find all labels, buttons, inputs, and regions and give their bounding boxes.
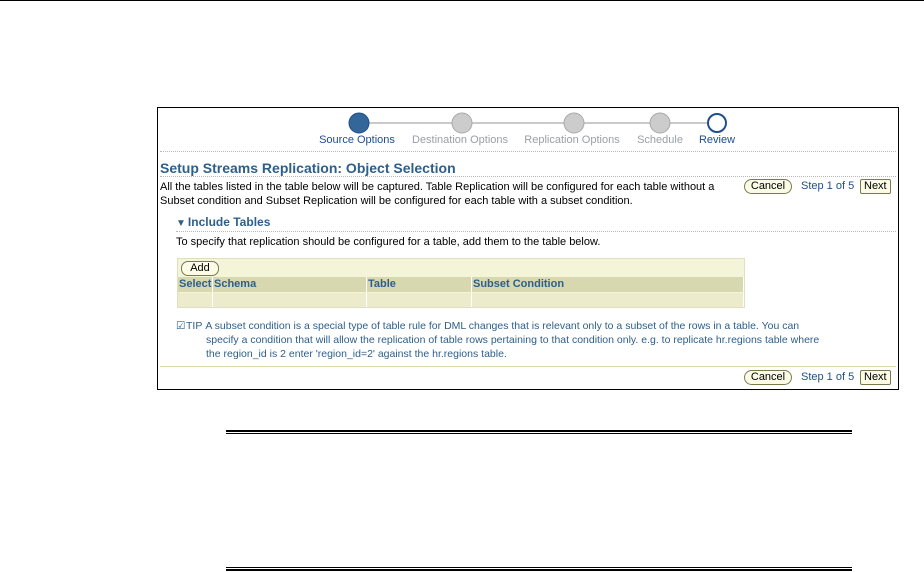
train-progress bbox=[158, 108, 898, 156]
train-divider bbox=[160, 151, 896, 152]
checkmark-icon: ☑ bbox=[176, 320, 186, 332]
step-label-schedule[interactable]: Schedule bbox=[637, 134, 683, 146]
col-header-select: Select bbox=[179, 278, 212, 290]
step-2-marker[interactable] bbox=[452, 113, 472, 133]
tip-label: TIP bbox=[186, 320, 203, 332]
include-tables-instruction: To specify that replication should be configured for a table, add them to the table below. bbox=[176, 236, 601, 248]
step-indicator-bottom: Step 1 of 5 bbox=[801, 371, 855, 383]
cell-schema bbox=[213, 293, 367, 307]
tip-line-2: specify a condition that will allow the replication of table rows pertaining to that condition only. e.g. to replicate hr.regions table where bbox=[206, 334, 820, 346]
tip-line-3: the region_id is 2 enter 'region_id=2' against the hr.regions table. bbox=[206, 348, 507, 360]
col-header-schema: Schema bbox=[213, 277, 367, 292]
page-title: Setup Streams Replication: Object Selection bbox=[160, 160, 456, 176]
step-4-marker[interactable] bbox=[650, 113, 670, 133]
cell-table bbox=[367, 293, 472, 307]
cell-subset-condition bbox=[472, 293, 744, 307]
step-3-marker[interactable] bbox=[564, 113, 584, 133]
note-rule-bottom bbox=[226, 569, 852, 571]
table-header-row bbox=[178, 277, 744, 292]
step-5-marker[interactable] bbox=[708, 114, 726, 132]
cell-select bbox=[178, 293, 213, 307]
include-tables-heading[interactable] bbox=[176, 215, 270, 229]
train-track bbox=[158, 108, 898, 134]
note-rule-top-thin bbox=[226, 433, 852, 434]
step-label-replication-options[interactable]: Replication Options bbox=[524, 134, 620, 146]
footer-divider bbox=[160, 366, 896, 367]
step-1-marker bbox=[349, 113, 369, 133]
note-rule-top bbox=[226, 430, 852, 432]
step-label-source-options: Source Options bbox=[319, 134, 395, 146]
cancel-button-top[interactable]: Cancel bbox=[744, 179, 792, 194]
tip-block bbox=[176, 319, 876, 361]
step-label-review[interactable]: Review bbox=[698, 134, 736, 146]
cancel-button-bottom[interactable]: Cancel bbox=[744, 370, 792, 385]
include-tables-table bbox=[177, 258, 745, 308]
disclosure-triangle-icon[interactable]: ▼ bbox=[176, 218, 186, 229]
col-header-subset-condition: Subset Condition bbox=[472, 277, 744, 292]
title-divider bbox=[160, 176, 896, 177]
table-row bbox=[178, 293, 744, 307]
col-header-table: Table bbox=[367, 277, 472, 292]
page-description: All the tables listed in the table below will be captured. Table Replication will be configured for each table without a Subset condition and Subset Replication will be configured for each table with a subset condition. bbox=[160, 181, 715, 207]
tip-line-1 bbox=[176, 319, 876, 333]
add-button[interactable]: Add bbox=[181, 261, 219, 276]
next-button-top[interactable]: Next bbox=[860, 179, 891, 194]
section-divider bbox=[176, 231, 896, 232]
next-button-bottom[interactable]: Next bbox=[860, 370, 891, 385]
tip-text-1: A subset condition is a special type of table rule for DML changes that is relevant only to a subset of the rows in a table. You can bbox=[205, 320, 800, 332]
include-tables-heading-text: Include Tables bbox=[187, 215, 271, 229]
note-rule-bottom-thin bbox=[226, 567, 852, 568]
screenshot-frame bbox=[157, 107, 899, 390]
top-rule bbox=[0, 0, 924, 1]
step-label-destination-options[interactable]: Destination Options bbox=[412, 134, 508, 146]
step-indicator-top: Step 1 of 5 bbox=[801, 180, 855, 192]
